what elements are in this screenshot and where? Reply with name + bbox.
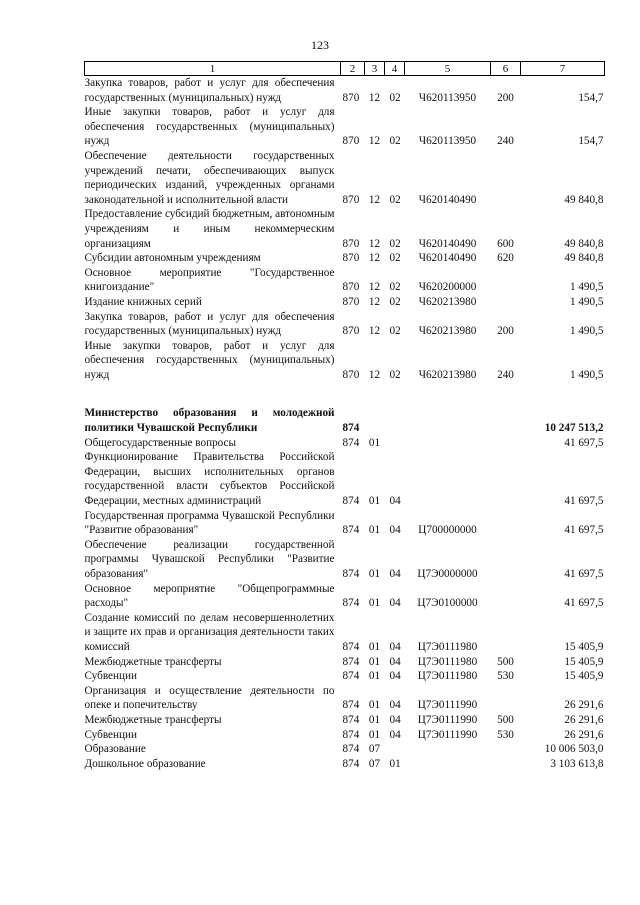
row-section: 01: [368, 524, 381, 537]
row-target-article: Ц7Э0111990: [417, 728, 478, 741]
row-section: 07: [368, 757, 381, 770]
table-row: [85, 339, 605, 383]
row-subsection: 02: [389, 368, 401, 381]
table-row: [85, 251, 605, 266]
row-section: 12: [368, 193, 381, 206]
row-amount: 49 840,8: [564, 252, 604, 265]
row-chapter: 874: [342, 670, 360, 683]
row-subsection: 02: [389, 252, 401, 265]
row-subsection: 02: [389, 325, 401, 338]
row-section: 01: [368, 728, 381, 741]
header-col-6: 6: [491, 62, 521, 76]
row-expense-type: [491, 149, 521, 207]
table-row: [85, 436, 605, 451]
row-section: 01: [368, 495, 381, 508]
header-col-1: 1: [85, 62, 341, 76]
row-expense-type: 600: [497, 237, 514, 250]
row-amount: 41 697,5: [564, 436, 604, 449]
row-name: Основное мероприятие "Государственное книгоиздание": [84, 266, 335, 294]
row-name: Иные закупки товаров, работ и услуг для обеспечения государственных (муниципальных) нужд: [84, 339, 335, 381]
row-chapter: 874: [342, 699, 360, 712]
row-expense-type: 200: [497, 325, 514, 338]
row-subsection: 02: [389, 135, 401, 148]
row-name: Иные закупки товаров, работ и услуг для обеспечения государственных (муниципальных) нужд: [84, 106, 335, 148]
row-section: 12: [368, 281, 381, 294]
row-section: 01: [368, 655, 381, 668]
row-target-article: Ч620113950: [418, 135, 477, 148]
row-name: Общегосударственные вопросы: [84, 436, 237, 449]
table-row: [85, 757, 605, 772]
row-section: 12: [368, 237, 381, 250]
row-target-article: Ц7Э0111980: [417, 640, 478, 653]
row-amount: 1 490,5: [569, 325, 604, 338]
row-amount: 154,7: [578, 91, 604, 104]
row-subsection: 01: [389, 757, 401, 770]
row-amount: 1 490,5: [569, 368, 604, 381]
row-name: Издание книжных серий: [84, 295, 202, 308]
row-name: Субсидии автономным учреждениям: [84, 252, 261, 265]
table-row: [85, 742, 605, 757]
row-chapter: 870: [342, 135, 360, 148]
table-row: [85, 684, 605, 713]
row-target-article: Ц7Э0111980: [417, 655, 478, 668]
row-name: Обеспечение деятельности государственных учреждений печати, обеспечивающих выпуск периодических изданий, учрежденных органами законодательной и исполнительной власти: [84, 149, 335, 206]
row-name: Организация и осуществление деятельности по опеке и попечительству: [84, 684, 335, 712]
row-section: 01: [368, 713, 381, 726]
row-target-article: Ц7Э0000000: [417, 568, 478, 580]
page-number: 123: [311, 38, 329, 52]
row-section: 12: [368, 295, 381, 308]
row-expense-type: [491, 611, 521, 655]
row-amount: 41 697,5: [564, 495, 604, 508]
row-target-article: Ч620113950: [418, 91, 477, 104]
row-subsection: 04: [389, 713, 401, 726]
row-subsection: 02: [389, 237, 401, 250]
table-row: [85, 669, 605, 684]
row-subsection: 04: [389, 524, 401, 537]
row-expense-type: 500: [497, 655, 514, 668]
row-subsection: 02: [389, 193, 401, 206]
row-target-article: Ч620140490: [418, 193, 477, 206]
row-target-article: Ц7Э0111990: [417, 713, 478, 726]
table-row: [85, 611, 605, 655]
row-chapter: 874: [342, 757, 360, 770]
table-row: [85, 76, 605, 106]
row-chapter: 874: [342, 524, 360, 537]
row-name: Обеспечение реализации государственной программы Чувашской Республики "Развитие образования": [84, 538, 335, 580]
row-name: Образование: [84, 743, 146, 756]
row-chapter: 874: [342, 597, 360, 610]
row-expense-type: [491, 406, 521, 435]
row-name: Межбюджетные трансферты: [84, 713, 222, 726]
row-target-article: Ч620213980: [418, 368, 477, 381]
table-row: [85, 538, 605, 582]
table-row: [85, 509, 605, 538]
table-row: [85, 149, 605, 207]
row-chapter: 870: [342, 368, 360, 381]
row-target-article: [405, 406, 491, 435]
row-chapter: 874: [342, 728, 360, 741]
row-name: Государственная программа Чувашской Республики "Развитие образования": [84, 509, 335, 537]
row-section: [365, 406, 385, 435]
row-amount: 49 840,8: [564, 193, 604, 206]
row-amount: 3 103 613,8: [550, 757, 604, 770]
row-section: 12: [368, 325, 381, 338]
row-chapter: 870: [342, 91, 360, 104]
row-chapter: 874: [342, 568, 360, 580]
table-row: [85, 266, 605, 295]
row-subsection: [385, 406, 405, 435]
row-amount: 41 697,5: [564, 524, 604, 537]
row-subsection: 04: [389, 640, 401, 653]
row-chapter: 874: [342, 743, 360, 756]
row-amount: 15 405,9: [564, 655, 604, 668]
row-subsection: 02: [389, 281, 401, 294]
header-col-3: 3: [365, 62, 385, 76]
row-subsection: 04: [389, 699, 401, 712]
row-chapter: 870: [342, 325, 360, 338]
row-expense-type: [491, 538, 521, 582]
row-target-article: Ч620140490: [418, 252, 477, 265]
budget-table: [84, 61, 605, 771]
row-chapter: 874: [342, 422, 360, 435]
row-target-article: Ц7Э0111990: [417, 699, 478, 712]
table-header: [85, 62, 605, 76]
row-section: 12: [368, 368, 381, 381]
row-expense-type: 620: [497, 252, 514, 265]
row-target-article: Ч620200000: [418, 281, 477, 294]
row-target-article: Ц7Э0111980: [417, 670, 478, 683]
row-amount: 26 291,6: [564, 713, 604, 726]
table-row: [85, 310, 605, 339]
row-section: 12: [368, 252, 381, 265]
row-name: Субвенции: [84, 670, 137, 683]
row-name: Закупка товаров, работ и услуг для обеспечения государственных (муниципальных) нужд: [84, 77, 335, 104]
header-col-4: 4: [385, 62, 405, 76]
row-chapter: 874: [342, 495, 360, 508]
table-row: [85, 582, 605, 611]
row-section: 12: [368, 135, 381, 148]
row-section: 01: [368, 699, 381, 712]
table-row: [85, 450, 605, 508]
row-amount: 1 490,5: [569, 281, 604, 294]
row-target-article: Ч620213980: [418, 325, 477, 338]
row-target-article: [405, 436, 491, 451]
row-section: 12: [368, 91, 381, 104]
row-name: Предоставление субсидий бюджетным, автономным учреждениям и иным некоммерческим организациям: [84, 208, 335, 250]
row-section: 01: [368, 597, 381, 610]
header-col-7: 7: [521, 62, 605, 76]
row-chapter: 870: [342, 281, 360, 294]
row-subsection: 02: [389, 295, 401, 308]
table-row: [85, 207, 605, 251]
row-name: Межбюджетные трансферты: [84, 655, 222, 668]
row-section: 01: [368, 640, 381, 653]
row-name: Дошкольное образование: [84, 757, 206, 770]
row-amount: 49 840,8: [564, 237, 604, 250]
row-expense-type: 240: [497, 135, 514, 148]
row-expense-type: [491, 582, 521, 611]
row-expense-type: [491, 684, 521, 713]
row-subsection: 04: [389, 728, 401, 741]
table-row: [85, 713, 605, 728]
row-expense-type: [491, 450, 521, 508]
table-row: [85, 728, 605, 743]
row-subsection: 04: [389, 655, 401, 668]
row-target-article: Ч620140490: [418, 237, 477, 250]
row-name: Закупка товаров, работ и услуг для обеспечения государственных (муниципальных) нужд: [84, 310, 335, 338]
row-chapter: 870: [342, 295, 360, 308]
row-expense-type: [491, 436, 521, 451]
row-expense-type: [491, 509, 521, 538]
row-expense-type: 200: [497, 91, 514, 104]
row-target-article: [405, 742, 491, 757]
row-name: Функционирование Правительства Российской Федерации, высших исполнительных органов государственной власти субъектов Российской Федерации, местных администраций: [84, 451, 335, 508]
table-body: [85, 76, 605, 772]
row-amount: 26 291,6: [564, 699, 604, 712]
row-spacer: [85, 382, 605, 406]
row-chapter: 870: [342, 252, 360, 265]
row-name: Министерство образования и молодежной политики Чувашской Республики: [84, 407, 335, 435]
row-expense-type: [491, 742, 521, 757]
row-subsection: [385, 436, 405, 451]
row-subsection: 04: [389, 597, 401, 610]
row-name: Субвенции: [84, 728, 137, 741]
row-chapter: 870: [342, 193, 360, 206]
row-chapter: 874: [342, 713, 360, 726]
row-name: Основное мероприятие "Общепрограммные расходы": [84, 582, 335, 610]
row-spacer-cell: [85, 382, 605, 406]
row-expense-type: 500: [497, 713, 514, 726]
row-subsection: [385, 742, 405, 757]
row-subsection: 02: [389, 91, 401, 104]
row-amount: 41 697,5: [564, 568, 604, 580]
row-amount: 41 697,5: [564, 597, 604, 610]
row-expense-type: 240: [497, 368, 514, 381]
header-col-5: 5: [405, 62, 491, 76]
row-target-article: Ц700000000: [418, 524, 477, 537]
row-amount: 15 405,9: [564, 640, 604, 653]
row-subsection: 04: [389, 670, 401, 683]
row-amount: 10 247 513,2: [544, 422, 604, 435]
row-chapter: 874: [342, 655, 360, 668]
row-section: 07: [368, 743, 381, 756]
row-expense-type: [491, 266, 521, 295]
header-col-2: 2: [341, 62, 365, 76]
row-target-article: Ч620213980: [418, 295, 477, 308]
row-amount: 26 291,6: [564, 728, 604, 741]
row-subsection: 04: [389, 495, 401, 508]
row-amount: 1 490,5: [569, 295, 604, 308]
row-amount: 15 405,9: [564, 670, 604, 683]
row-chapter: 874: [342, 436, 360, 449]
header-row: [85, 62, 605, 76]
table-row: [85, 406, 605, 435]
table-row: [85, 655, 605, 670]
row-chapter: 870: [342, 237, 360, 250]
row-name: Создание комиссий по делам несовершеннолетних и защите их прав и организация деятельности таких комиссий: [84, 611, 335, 653]
row-target-article: [405, 450, 491, 508]
row-subsection: 04: [389, 568, 401, 580]
row-expense-type: [491, 295, 521, 310]
row-target-article: Ц7Э0100000: [417, 597, 478, 610]
row-expense-type: [491, 757, 521, 772]
row-expense-type: 530: [497, 670, 514, 683]
row-section: 01: [368, 436, 381, 449]
row-section: 01: [368, 568, 381, 580]
row-chapter: 874: [342, 640, 360, 653]
table-row: [85, 105, 605, 149]
row-section: 01: [368, 670, 381, 683]
row-expense-type: 530: [497, 728, 514, 741]
table-row: [85, 295, 605, 310]
row-amount: 10 006 503,0: [544, 743, 604, 756]
row-amount: 154,7: [578, 135, 604, 148]
row-target-article: [405, 757, 491, 772]
